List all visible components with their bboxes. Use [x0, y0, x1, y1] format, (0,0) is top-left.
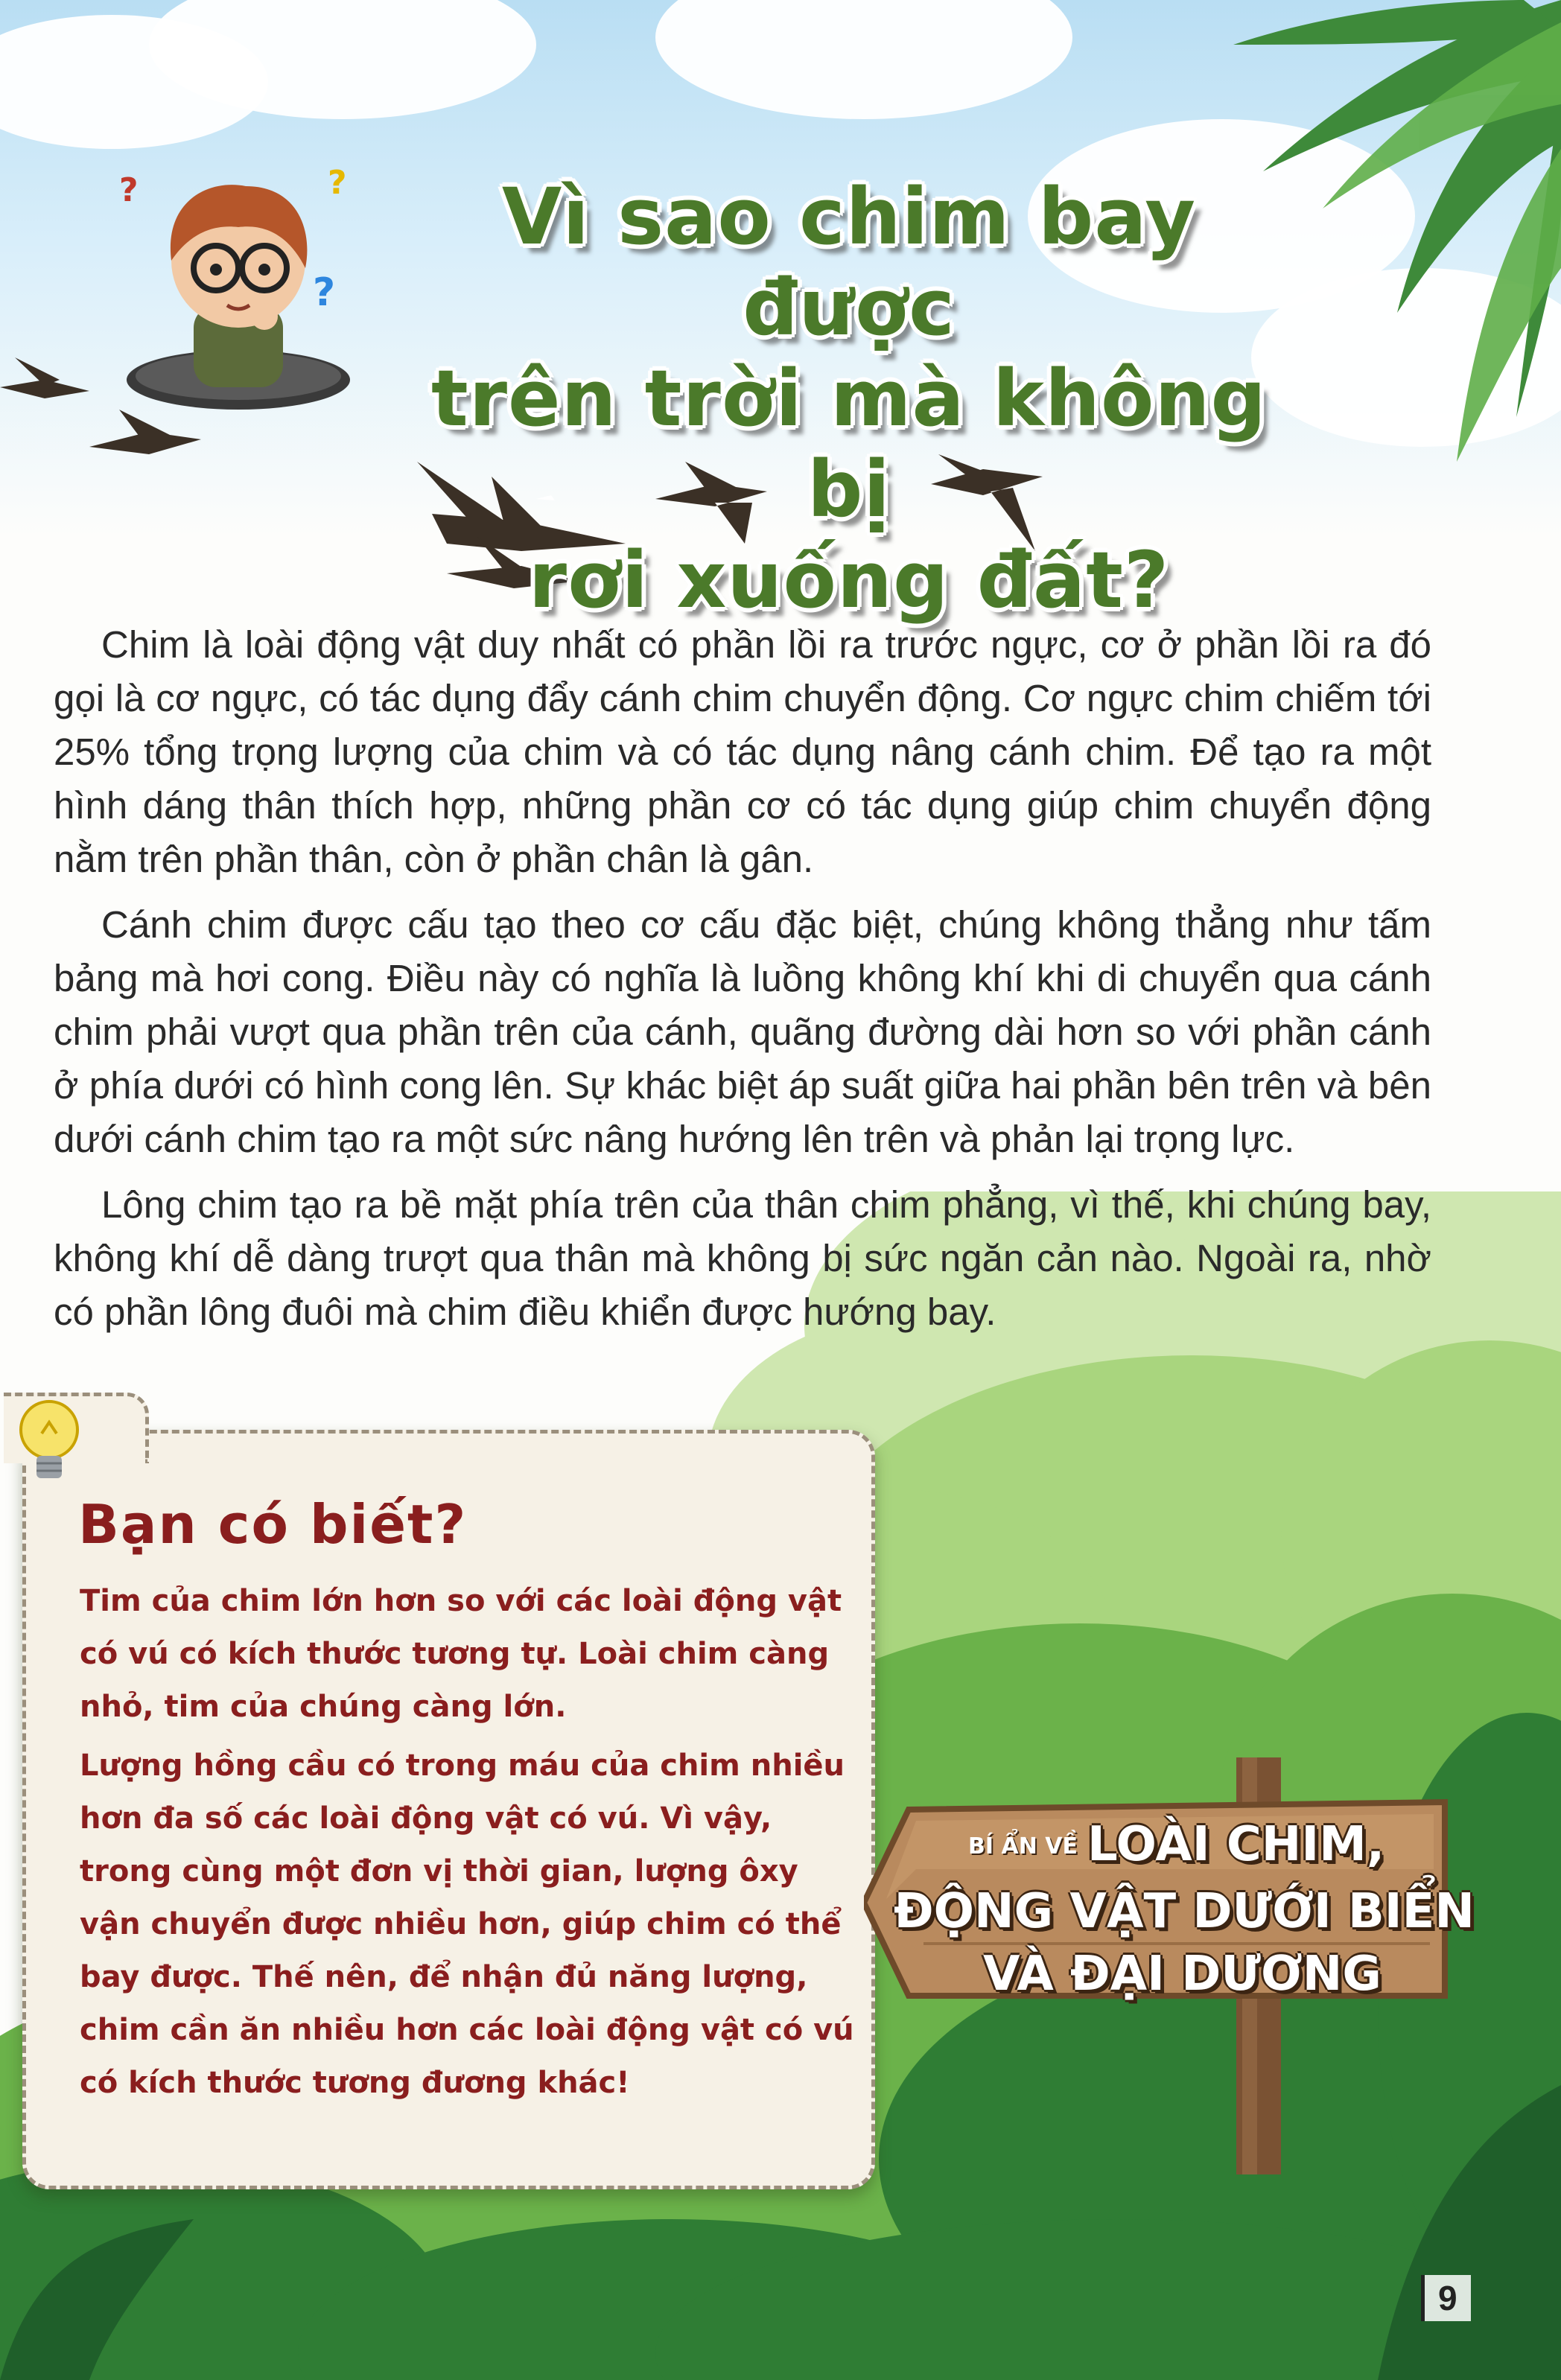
paragraph: Cánh chim được cấu tạo theo cơ cấu đặc biệt, chúng không thẳng như tấm bảng mà hơi cong. Điều này có nghĩa là luồng không khí khi di chuyển qua cánh chim phải vượt qua phần trên của cánh, quãng đường dài hơn so với phần cánh ở phía dưới có hình cong lên. Sự khác biệt áp suất giữa hai phần bên trên và bên dưới cánh chim tạo ra một sức nâng hướng lên trên và phản lại trọng lực.	[54, 903, 1431, 1160]
paragraph: Lông chim tạo ra bề mặt phía trên của thân chim phẳng, vì thế, khi chúng bay, không khí dễ dàng trượt qua thân mà không bị sức ngăn cản nào. Ngoài ra, nhờ có phần lông đuôi mà chim điều khiển được hướng bay.	[54, 1183, 1431, 1333]
lightbulb-icon	[16, 1389, 83, 1501]
page-title	[387, 171, 1311, 626]
did-you-know-box	[22, 1430, 875, 2189]
page-number: 9	[1421, 2275, 1471, 2321]
fact-paragraph: Lượng hồng cầu có trong máu của chim nhiều hơn đa số các loài động vật có vú. Vì vậy, trong cùng một đơn vị thời gian, lượng ôxy vận chuyển được nhiều hơn, giúp chim có thể bay được. Thế nên, để nhận đủ năng lượng, chim cần ăn nhiều hơn các loài động vật có vú có kích thước tương đương khác!	[80, 1749, 854, 2100]
fact-paragraph: Tim của chim lớn hơn so với các loài động vật có vú có kích thước tương tự. Loài chim càng nhỏ, tim của chúng càng lớn.	[80, 1584, 842, 1724]
article-body	[54, 618, 1431, 1351]
sign-line-3: VÀ ĐẠI DƯƠNG	[983, 1947, 1382, 2002]
sign-prefix: BÍ ẨN VỀ	[968, 1833, 1078, 1859]
svg-text:?: ?	[313, 270, 336, 315]
title-line-1: Vì sao chim bay được	[501, 171, 1197, 353]
did-you-know-text	[80, 1575, 854, 2116]
paragraph: Chim là loài động vật duy nhất có phần lồi ra trước ngực, cơ ở phần lồi ra đó gọi là cơ ngực, có tác dụng đẩy cánh chim chuyển động. Cơ ngực chim chiếm tới 25% tổng trọng lượng của chim và có tác dụng nâng cánh chim. Để tạo ra một hình dáng thân thích hợp, những phần cơ có tác dụng giúp chim chuyển động nằm trên phần thân, còn ở phần chân là gân.	[54, 623, 1431, 880]
title-line-3: rơi xuống đất?	[528, 535, 1170, 626]
title-line-2: trên trời mà không bị	[431, 353, 1267, 535]
svg-text:?: ?	[119, 171, 139, 209]
sign-line-2: ĐỘNG VẬT DƯỚI BIỂN	[894, 1884, 1475, 1939]
svg-text:?: ?	[328, 164, 347, 202]
did-you-know-heading: Bạn có biết?	[78, 1493, 468, 1556]
sign-line-1: LOÀI CHIM,	[1087, 1817, 1385, 1872]
